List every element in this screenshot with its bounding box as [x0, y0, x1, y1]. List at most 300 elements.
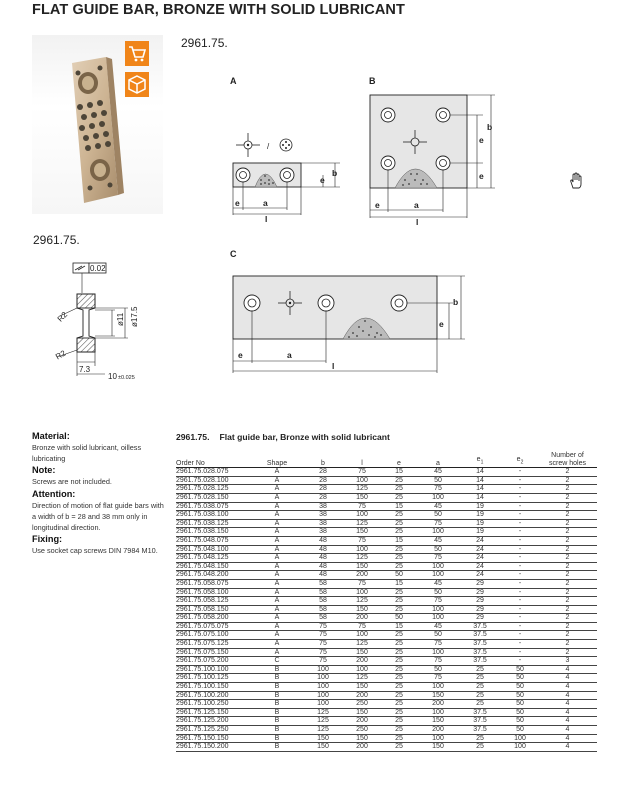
- table-title: [176, 432, 390, 442]
- table-cell: 200: [418, 700, 458, 709]
- table-cell: 2961.75.125.250: [176, 726, 252, 735]
- table-cell: 2: [538, 511, 597, 520]
- table-cell: 2: [538, 648, 597, 657]
- table-cell: 200: [344, 717, 380, 726]
- table-row: [176, 708, 597, 717]
- table-cell: A: [252, 485, 302, 494]
- fixing-heading: Fixing:: [32, 534, 63, 545]
- table-cell: 200: [344, 657, 380, 666]
- table-cell: 2: [538, 468, 597, 477]
- table-row: [176, 700, 597, 709]
- table-cell: 125: [344, 674, 380, 683]
- table-cell: 25: [380, 726, 418, 735]
- table-cell: B: [252, 708, 302, 717]
- table-cell: 2961.75.058.125: [176, 597, 252, 606]
- table-cell: -: [502, 605, 538, 614]
- table-cell: 24: [458, 562, 502, 571]
- table-cell: 75: [418, 519, 458, 528]
- table-cell: A: [252, 562, 302, 571]
- table-cell: 2961.75.075.150: [176, 648, 252, 657]
- table-cell: 50: [380, 571, 418, 580]
- table-cell: 2961.75.100.200: [176, 691, 252, 700]
- table-cell: 100: [418, 571, 458, 580]
- table-row: [176, 571, 597, 580]
- table-cell: 2961.75.075.075: [176, 622, 252, 631]
- table-cell: 75: [344, 579, 380, 588]
- material-heading: Material:: [32, 431, 70, 441]
- product-code: 2961.75.: [181, 36, 228, 50]
- table-cell: 100: [344, 588, 380, 597]
- slash-text: /: [267, 142, 270, 151]
- table-cell: 100: [302, 691, 344, 700]
- table-cell: 125: [344, 597, 380, 606]
- table-cell: 150: [302, 743, 344, 752]
- table-cell: 37.5: [458, 717, 502, 726]
- table-cell: 2961.75.058.200: [176, 614, 252, 623]
- table-cell: -: [502, 528, 538, 537]
- table-cell: 28: [302, 485, 344, 494]
- table-row: [176, 528, 597, 537]
- table-row: [176, 597, 597, 606]
- table-cell: 24: [458, 554, 502, 563]
- table-cell: 25: [380, 717, 418, 726]
- table-cell: 38: [302, 519, 344, 528]
- table-cell: 25: [380, 597, 418, 606]
- page-title: FLAT GUIDE BAR, BRONZE WITH SOLID LUBRICANT: [32, 2, 405, 18]
- table-header-row: [176, 452, 597, 468]
- table-cell: 19: [458, 528, 502, 537]
- table-cell: 28: [302, 493, 344, 502]
- table-code: 2961.75.: [176, 432, 210, 442]
- table-cell: A: [252, 588, 302, 597]
- table-cell: 50: [418, 588, 458, 597]
- table-cell: 2961.75.028.075: [176, 468, 252, 477]
- table-cell: 2961.75.150.150: [176, 734, 252, 743]
- table-cell: A: [252, 536, 302, 545]
- table-cell: 37.5: [458, 657, 502, 666]
- table-cell: 50: [418, 545, 458, 554]
- table-cell: 25: [380, 562, 418, 571]
- table-cell: -: [502, 519, 538, 528]
- table-row: [176, 683, 597, 692]
- note-heading: Note:: [32, 465, 56, 476]
- table-body: [176, 468, 597, 752]
- col-shape: Shape: [252, 452, 302, 468]
- table-cell: 4: [538, 717, 597, 726]
- col-l: l: [344, 452, 380, 468]
- table-cell: 29: [458, 597, 502, 606]
- table-row: [176, 674, 597, 683]
- table-cell: A: [252, 605, 302, 614]
- table-cell: 2961.75.028.150: [176, 493, 252, 502]
- table-cell: -: [502, 631, 538, 640]
- table-cell: 50: [502, 683, 538, 692]
- table-row: [176, 511, 597, 520]
- table-row: [176, 554, 597, 563]
- table-cell: 19: [458, 519, 502, 528]
- table-cell: 2961.75.048.075: [176, 536, 252, 545]
- table-cell: 25: [380, 554, 418, 563]
- table-cell: 125: [302, 717, 344, 726]
- table-cell: 75: [302, 631, 344, 640]
- table-cell: 100: [418, 648, 458, 657]
- table-cell: 45: [418, 579, 458, 588]
- table-cell: 2961.75.100.150: [176, 683, 252, 692]
- product-table: [176, 452, 597, 752]
- table-cell: 150: [302, 734, 344, 743]
- flatness-value: 0.02: [90, 264, 106, 273]
- table-cell: 75: [344, 622, 380, 631]
- table-cell: B: [252, 726, 302, 735]
- table-cell: 50: [418, 665, 458, 674]
- table-cell: 2961.75.150.200: [176, 743, 252, 752]
- table-cell: 48: [302, 545, 344, 554]
- table-row: [176, 562, 597, 571]
- table-cell: 100: [418, 528, 458, 537]
- table-row: [176, 588, 597, 597]
- table-cell: 2: [538, 519, 597, 528]
- table-cell: 2961.75.048.200: [176, 571, 252, 580]
- table-cell: 45: [418, 622, 458, 631]
- table-cell: 50: [502, 700, 538, 709]
- table-cell: 75: [302, 640, 344, 649]
- dim-b-c: b: [453, 297, 459, 307]
- table-cell: 15: [380, 536, 418, 545]
- table-cell: 75: [418, 640, 458, 649]
- table-cell: 37.5: [458, 726, 502, 735]
- table-cell: 150: [344, 708, 380, 717]
- table-cell: 2961.75.048.125: [176, 554, 252, 563]
- sidebar-notes: [32, 431, 164, 557]
- table-cell: 25: [458, 683, 502, 692]
- table-row: [176, 743, 597, 752]
- table-cell: 48: [302, 562, 344, 571]
- table-cell: A: [252, 511, 302, 520]
- table-row: [176, 502, 597, 511]
- table-cell: 2: [538, 493, 597, 502]
- table-cell: 2961.75.038.075: [176, 502, 252, 511]
- table-cell: 4: [538, 674, 597, 683]
- table-cell: 100: [418, 683, 458, 692]
- table-row: [176, 691, 597, 700]
- table-cell: 25: [380, 476, 418, 485]
- table-cell: 25: [380, 485, 418, 494]
- table-cell: 75: [344, 502, 380, 511]
- table-cell: 2: [538, 502, 597, 511]
- table-cell: 58: [302, 597, 344, 606]
- table-cell: 14: [458, 493, 502, 502]
- table-cell: 125: [344, 554, 380, 563]
- table-cell: -: [502, 614, 538, 623]
- table-cell: 14: [458, 476, 502, 485]
- table-cell: 37.5: [458, 631, 502, 640]
- table-cell: 150: [344, 493, 380, 502]
- table-cell: 75: [418, 554, 458, 563]
- table-cell: 150: [344, 683, 380, 692]
- table-row: [176, 493, 597, 502]
- table-cell: 125: [344, 519, 380, 528]
- table-cell: 75: [302, 622, 344, 631]
- table-cell: 25: [458, 691, 502, 700]
- table-cell: 2: [538, 597, 597, 606]
- table-cell: 2: [538, 536, 597, 545]
- table-cell: 48: [302, 571, 344, 580]
- table-cell: 50: [502, 665, 538, 674]
- table-cell: -: [502, 562, 538, 571]
- table-cell: 25: [380, 700, 418, 709]
- view-label-a: A: [230, 76, 237, 86]
- table-cell: 25: [380, 631, 418, 640]
- table-cell: 2961.75.058.075: [176, 579, 252, 588]
- table-cell: -: [502, 476, 538, 485]
- note-text: Screws are not included.: [32, 477, 112, 487]
- table-cell: -: [502, 511, 538, 520]
- table-cell: 58: [302, 588, 344, 597]
- attention-heading: Attention:: [32, 488, 76, 499]
- table-cell: 150: [418, 717, 458, 726]
- table-cell: 38: [302, 511, 344, 520]
- table-cell: 200: [344, 614, 380, 623]
- table-cell: 14: [458, 485, 502, 494]
- table-cell: 48: [302, 554, 344, 563]
- dim-b-b: b: [487, 122, 493, 132]
- table-cell: -: [502, 648, 538, 657]
- table-cell: 2961.75.048.100: [176, 545, 252, 554]
- table-cell: 100: [344, 545, 380, 554]
- table-cell: B: [252, 665, 302, 674]
- table-cell: 4: [538, 734, 597, 743]
- table-cell: 45: [418, 502, 458, 511]
- table-cell: 75: [418, 657, 458, 666]
- table-cell: 125: [302, 726, 344, 735]
- table-cell: 2961.75.100.125: [176, 674, 252, 683]
- table-cell: 37.5: [458, 648, 502, 657]
- table-cell: 2961.75.058.150: [176, 605, 252, 614]
- view-label-b: B: [369, 76, 376, 86]
- table-cell: 2: [538, 631, 597, 640]
- table-row: [176, 717, 597, 726]
- table-cell: -: [502, 640, 538, 649]
- table-cell: 2: [538, 622, 597, 631]
- table-cell: 45: [418, 536, 458, 545]
- table-cell: 100: [418, 734, 458, 743]
- radius-bottom: R2: [54, 348, 68, 362]
- table-row: [176, 657, 597, 666]
- table-row: [176, 545, 597, 554]
- table-cell: 25: [380, 640, 418, 649]
- table-cell: 2: [538, 614, 597, 623]
- table-cell: 50: [502, 691, 538, 700]
- table-row: [176, 605, 597, 614]
- table-cell: 2: [538, 571, 597, 580]
- radius-top: R2: [55, 310, 70, 324]
- table-row: [176, 519, 597, 528]
- table-cell: 25: [380, 683, 418, 692]
- table-cell: 100: [344, 476, 380, 485]
- table-cell: 50: [418, 476, 458, 485]
- table-cell: 25: [458, 743, 502, 752]
- table-cell: A: [252, 554, 302, 563]
- table-cell: 200: [344, 571, 380, 580]
- table-cell: 125: [344, 640, 380, 649]
- table-cell: 24: [458, 536, 502, 545]
- dim-e2-b: e: [479, 135, 484, 145]
- shopping-cart-icon[interactable]: [125, 41, 149, 66]
- table-cell: 25: [458, 674, 502, 683]
- table-cell: B: [252, 717, 302, 726]
- table-cell: 25: [380, 519, 418, 528]
- table-cell: 15: [380, 579, 418, 588]
- table-cell: 2: [538, 640, 597, 649]
- table-row: [176, 726, 597, 735]
- table-cell: 100: [418, 708, 458, 717]
- table-cell: 75: [418, 485, 458, 494]
- table-cell: 2961.75.100.250: [176, 700, 252, 709]
- table-cell: 2961.75.075.200: [176, 657, 252, 666]
- table-cell: 200: [344, 743, 380, 752]
- table-cell: B: [252, 683, 302, 692]
- table-cell: 25: [458, 700, 502, 709]
- table-cell: 150: [418, 743, 458, 752]
- table-cell: 2: [538, 562, 597, 571]
- view-label-c: C: [230, 249, 237, 259]
- table-cell: 2961.75.048.150: [176, 562, 252, 571]
- table-cell: 2961.75.038.100: [176, 511, 252, 520]
- table-cell: -: [502, 622, 538, 631]
- hand-cursor-icon: [567, 172, 585, 190]
- table-cell: 25: [380, 511, 418, 520]
- table-cell: 125: [302, 708, 344, 717]
- table-cell: 150: [344, 605, 380, 614]
- table-cell: 200: [344, 691, 380, 700]
- table-cell: -: [502, 554, 538, 563]
- table-cell: -: [502, 493, 538, 502]
- table-cell: 50: [418, 631, 458, 640]
- table-row: [176, 485, 597, 494]
- drawing-shapes-a-b: [225, 70, 495, 230]
- table-cell: 100: [302, 683, 344, 692]
- table-cell: 100: [344, 511, 380, 520]
- table-cell: 2: [538, 528, 597, 537]
- table-cell: 50: [418, 511, 458, 520]
- table-cell: 150: [344, 562, 380, 571]
- dim-l-b: l: [416, 217, 419, 227]
- table-cell: 24: [458, 571, 502, 580]
- shape-c-body: [233, 276, 437, 339]
- table-cell: 25: [380, 743, 418, 752]
- table-cell: B: [252, 674, 302, 683]
- table-cell: 25: [380, 648, 418, 657]
- table-cell: 100: [302, 674, 344, 683]
- table-cell: 50: [380, 614, 418, 623]
- table-row: [176, 665, 597, 674]
- table-cell: 25: [380, 674, 418, 683]
- table-cell: 25: [458, 665, 502, 674]
- table-cell: 29: [458, 579, 502, 588]
- table-cell: 4: [538, 743, 597, 752]
- width-tolerance: ±0.025: [118, 375, 135, 381]
- table-cell: 4: [538, 683, 597, 692]
- table-cell: 100: [502, 734, 538, 743]
- table-cell: 250: [344, 726, 380, 735]
- table-cell: 37.5: [458, 640, 502, 649]
- table-cell: 45: [418, 468, 458, 477]
- table-cell: 250: [344, 700, 380, 709]
- table-cell: 29: [458, 605, 502, 614]
- table-cell: -: [502, 597, 538, 606]
- table-cell: 4: [538, 726, 597, 735]
- diameter-17-5: ø17.5: [130, 306, 139, 327]
- table-cell: B: [252, 743, 302, 752]
- table-cell: 2: [538, 588, 597, 597]
- table-cell: A: [252, 597, 302, 606]
- dim-l-a: l: [265, 214, 268, 224]
- table-cell: A: [252, 640, 302, 649]
- table-cell: 29: [458, 614, 502, 623]
- table-cell: 28: [302, 468, 344, 477]
- table-cell: 2961.75.125.150: [176, 708, 252, 717]
- table-cell: 100: [302, 700, 344, 709]
- table-cell: 150: [344, 648, 380, 657]
- table-cell: 29: [458, 588, 502, 597]
- table-cell: -: [502, 657, 538, 666]
- table-cell: 75: [418, 674, 458, 683]
- table-cell: A: [252, 476, 302, 485]
- table-cell: A: [252, 631, 302, 640]
- col-e: e: [380, 452, 418, 468]
- dim-e1-b: e: [479, 171, 484, 181]
- table-row: [176, 579, 597, 588]
- table-cell: 2961.75.028.125: [176, 485, 252, 494]
- table-cell: 2961.75.125.200: [176, 717, 252, 726]
- table-cell: 50: [502, 717, 538, 726]
- table-row: [176, 648, 597, 657]
- table-cell: 100: [344, 631, 380, 640]
- dim-a-c: a: [287, 350, 292, 360]
- product-code-secondary: 2961.75.: [33, 233, 80, 247]
- table-cell: -: [502, 468, 538, 477]
- drawing-shape-c: [225, 245, 475, 375]
- table-cell: 200: [418, 726, 458, 735]
- table-cell: A: [252, 493, 302, 502]
- table-title-text: Flat guide bar, Bronze with solid lubricant: [219, 432, 390, 442]
- table-cell: A: [252, 648, 302, 657]
- cube-icon[interactable]: [125, 72, 149, 97]
- dim-e1-a: e: [320, 175, 325, 185]
- dim-e-a: e: [235, 198, 240, 208]
- col-screw-holes: Number of screw holes: [538, 452, 597, 468]
- col-e1: $e_1$: [458, 452, 502, 468]
- table-cell: 100: [302, 665, 344, 674]
- table-cell: 100: [502, 743, 538, 752]
- table-cell: A: [252, 502, 302, 511]
- table-cell: 37.5: [458, 622, 502, 631]
- table-cell: 25: [380, 657, 418, 666]
- table-cell: 25: [380, 528, 418, 537]
- thickness-7-3: 7.3: [79, 365, 91, 374]
- table-cell: 4: [538, 691, 597, 700]
- table-cell: -: [502, 536, 538, 545]
- table-cell: 4: [538, 708, 597, 717]
- table-cell: B: [252, 734, 302, 743]
- table-cell: A: [252, 468, 302, 477]
- table-cell: 2961.75.058.100: [176, 588, 252, 597]
- table-cell: 24: [458, 545, 502, 554]
- table-cell: -: [502, 571, 538, 580]
- table-cell: -: [502, 545, 538, 554]
- col-e2: $e_2$: [502, 452, 538, 468]
- table-cell: A: [252, 571, 302, 580]
